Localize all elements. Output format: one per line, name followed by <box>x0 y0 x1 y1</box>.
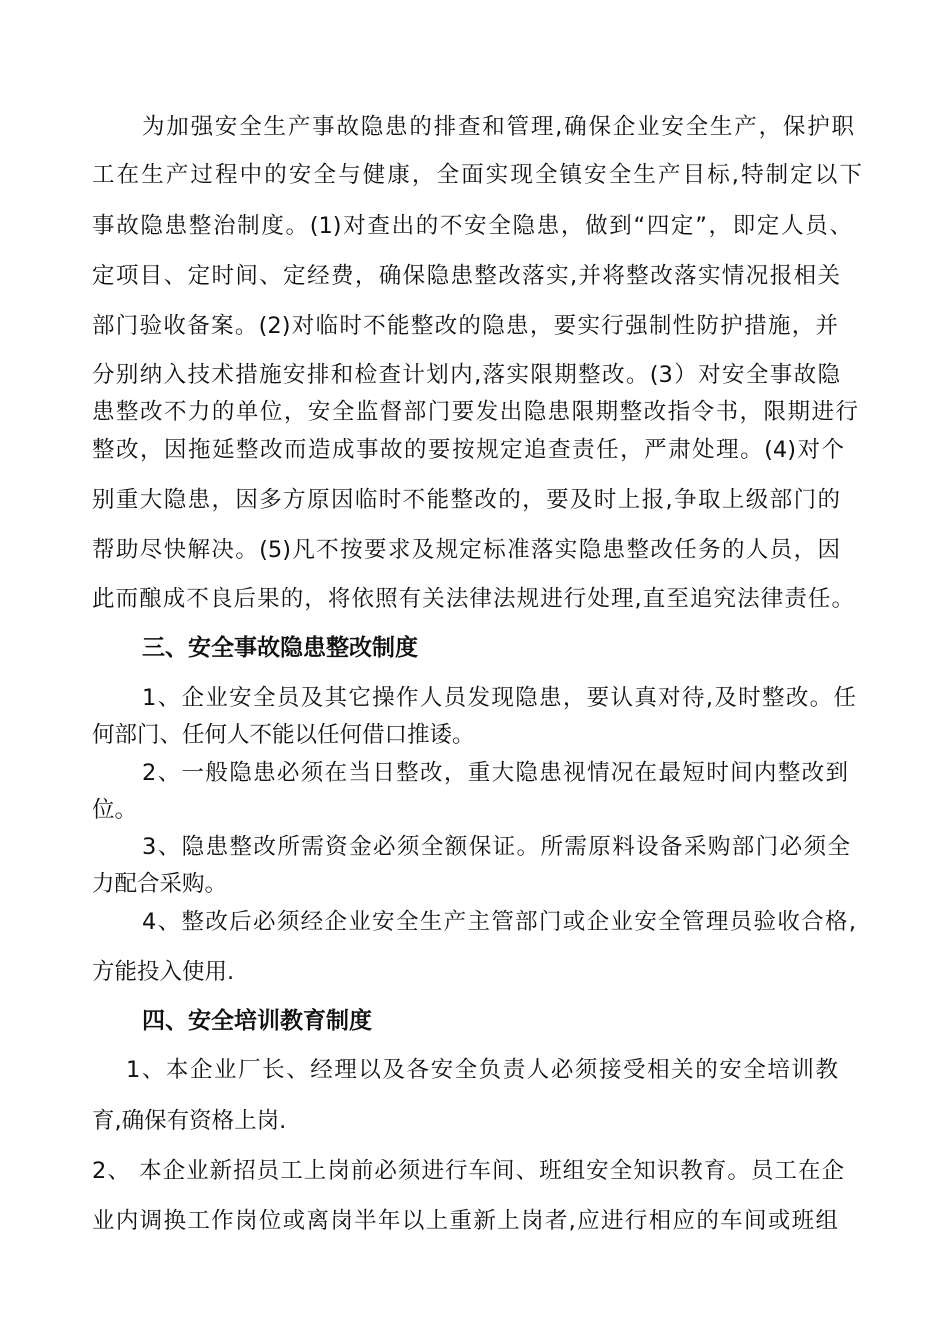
section-3-line: 4、整改后必须经企业安全生产主管部门或企业安全管理员验收合格, <box>142 909 856 935</box>
intro-line: 帮助尽快解决。(5)凡不按要求及规定标准落实隐患整改任务的人员，因 <box>92 537 840 563</box>
section-3-line: 1、企业安全员及其它操作人员发现隐患，要认真对待,及时整改。任 <box>142 685 856 711</box>
section-4-line: 2、 本企业新招员工上岗前必须进行车间、班组安全知识教育。员工在企 <box>92 1158 844 1184</box>
section-4-line: 业内调换工作岗位或离岗半年以上重新上岗者,应进行相应的车间或班组 <box>92 1208 838 1234</box>
intro-line: 别重大隐患，因多方原因临时不能整改的，要及时上报,争取上级部门的 <box>92 487 840 513</box>
intro-line: 为加强安全生产事故隐患的排查和管理,确保企业安全生产，保护职 <box>142 114 854 140</box>
intro-line: 患整改不力的单位，安全监督部门要发出隐患限期整改指令书，限期进行 <box>92 399 858 425</box>
section-3-line: 2、一般隐患必须在当日整改，重大隐患视情况在最短时间内整改到 <box>142 760 848 786</box>
intro-line: 工在生产过程中的安全与健康，全面实现全镇安全生产目标,特制定以下 <box>92 162 862 188</box>
intro-line: 部门验收备案。(2)对临时不能整改的隐患，要实行强制性防护措施，并 <box>92 313 838 339</box>
section-3-line: 方能投入使用. <box>92 959 235 985</box>
intro-line: 分别纳入技术措施安排和检查计划内,落实限期整改。(3）对安全事故隐 <box>92 362 840 388</box>
section-4-heading: 四、安全培训教育制度 <box>142 1008 372 1034</box>
section-4-line: 育,确保有资格上岗. <box>92 1108 287 1134</box>
intro-line: 定项目、定时间、定经费，确保隐患整改落实,并将整改落实情况报相关 <box>92 263 840 289</box>
section-3-line: 3、隐患整改所需资金必须全额保证。所需原料设备采购部门必须全 <box>142 834 850 860</box>
section-3-line: 何部门、任何人不能以任何借口推诿。 <box>92 722 475 748</box>
intro-line: 此而酿成不良后果的，将依照有关法律法规进行处理,直至追究法律责任。 <box>92 586 854 612</box>
section-3-line: 力配合采购。 <box>92 871 228 897</box>
section-4-line: 1、本企业厂长、经理以及各安全负责人必须接受相关的安全培训教 <box>126 1057 838 1083</box>
section-3-line: 位。 <box>92 797 138 823</box>
intro-line: 事故隐患整治制度。(1)对查出的不安全隐患，做到“四定”，即定人员、 <box>92 213 852 239</box>
intro-line: 整改，因拖延整改而造成事故的要按规定追查责任，严肃处理。(4)对个 <box>92 437 844 463</box>
section-3-heading: 三、安全事故隐患整改制度 <box>142 635 418 661</box>
